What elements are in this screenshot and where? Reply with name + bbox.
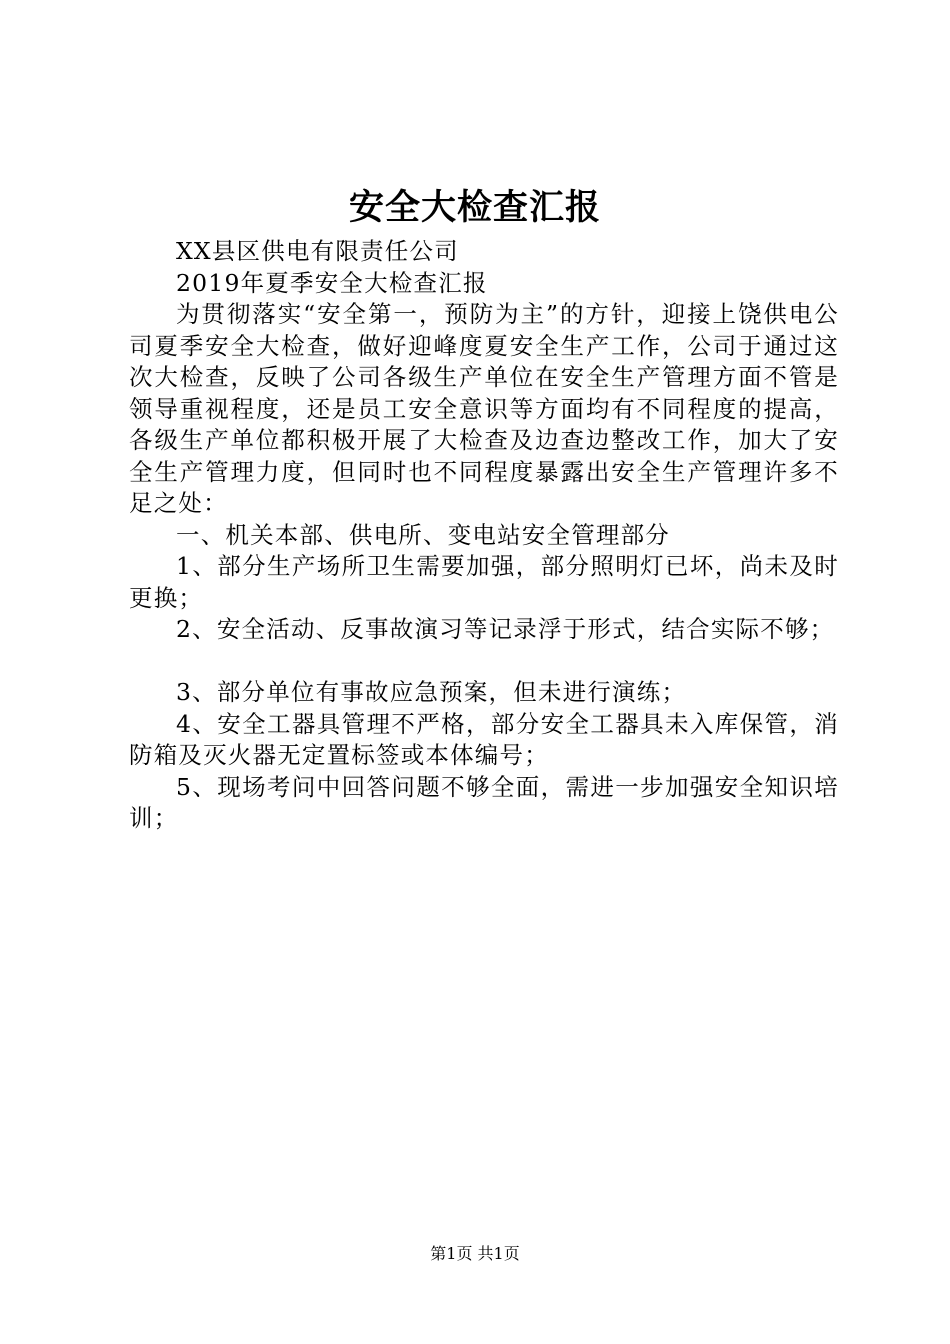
page-footer: 第1页 共1页 bbox=[430, 1244, 520, 1263]
document-title: 安全大检查汇报 bbox=[348, 187, 601, 228]
list-item-1: 1、部分生产场所卫生需要加强，部分照明灯已坏，尚未及时更换； bbox=[129, 552, 839, 612]
intro-paragraph: 为贯彻落实“安全第一，预防为主”的方针，迎接上饶供电公司夏季安全大检查，做好迎峰度夏安全生产工作，公司于通过这次大检查，反映了公司各级生产单位在安全生产管理方面不管是领导重视程度，还是员工安全意识等方面均有不同程度的提高，各级生产单位都积极开展了大检查及边查边整改工作，加大了安全生产管理力度，但同时也不同程度暴露出安全生产管理许多不足之处： bbox=[129, 300, 839, 517]
list-item-2: 2、安全活动、反事故演习等记录浮于形式，结合实际不够； bbox=[176, 615, 835, 643]
blank-line bbox=[129, 646, 839, 678]
list-item-5: 5、现场考问中回答问题不够全面，需进一步加强安全知识培训； bbox=[129, 772, 839, 832]
company-name: XX县区供电有限责任公司 bbox=[176, 237, 459, 265]
report-subtitle: 2019年夏季安全大检查汇报 bbox=[176, 268, 488, 297]
section-heading: 一、机关本部、供电所、变电站安全管理部分 bbox=[176, 520, 670, 549]
list-item-4: 4、安全工器具管理不严格，部分安全工器具未入库保管，消防箱及灭火器无定置标签或本体编号； bbox=[129, 709, 839, 769]
document-body bbox=[129, 236, 839, 835]
list-item-3: 3、部分单位有事故应急预案，但未进行演练； bbox=[176, 678, 687, 706]
